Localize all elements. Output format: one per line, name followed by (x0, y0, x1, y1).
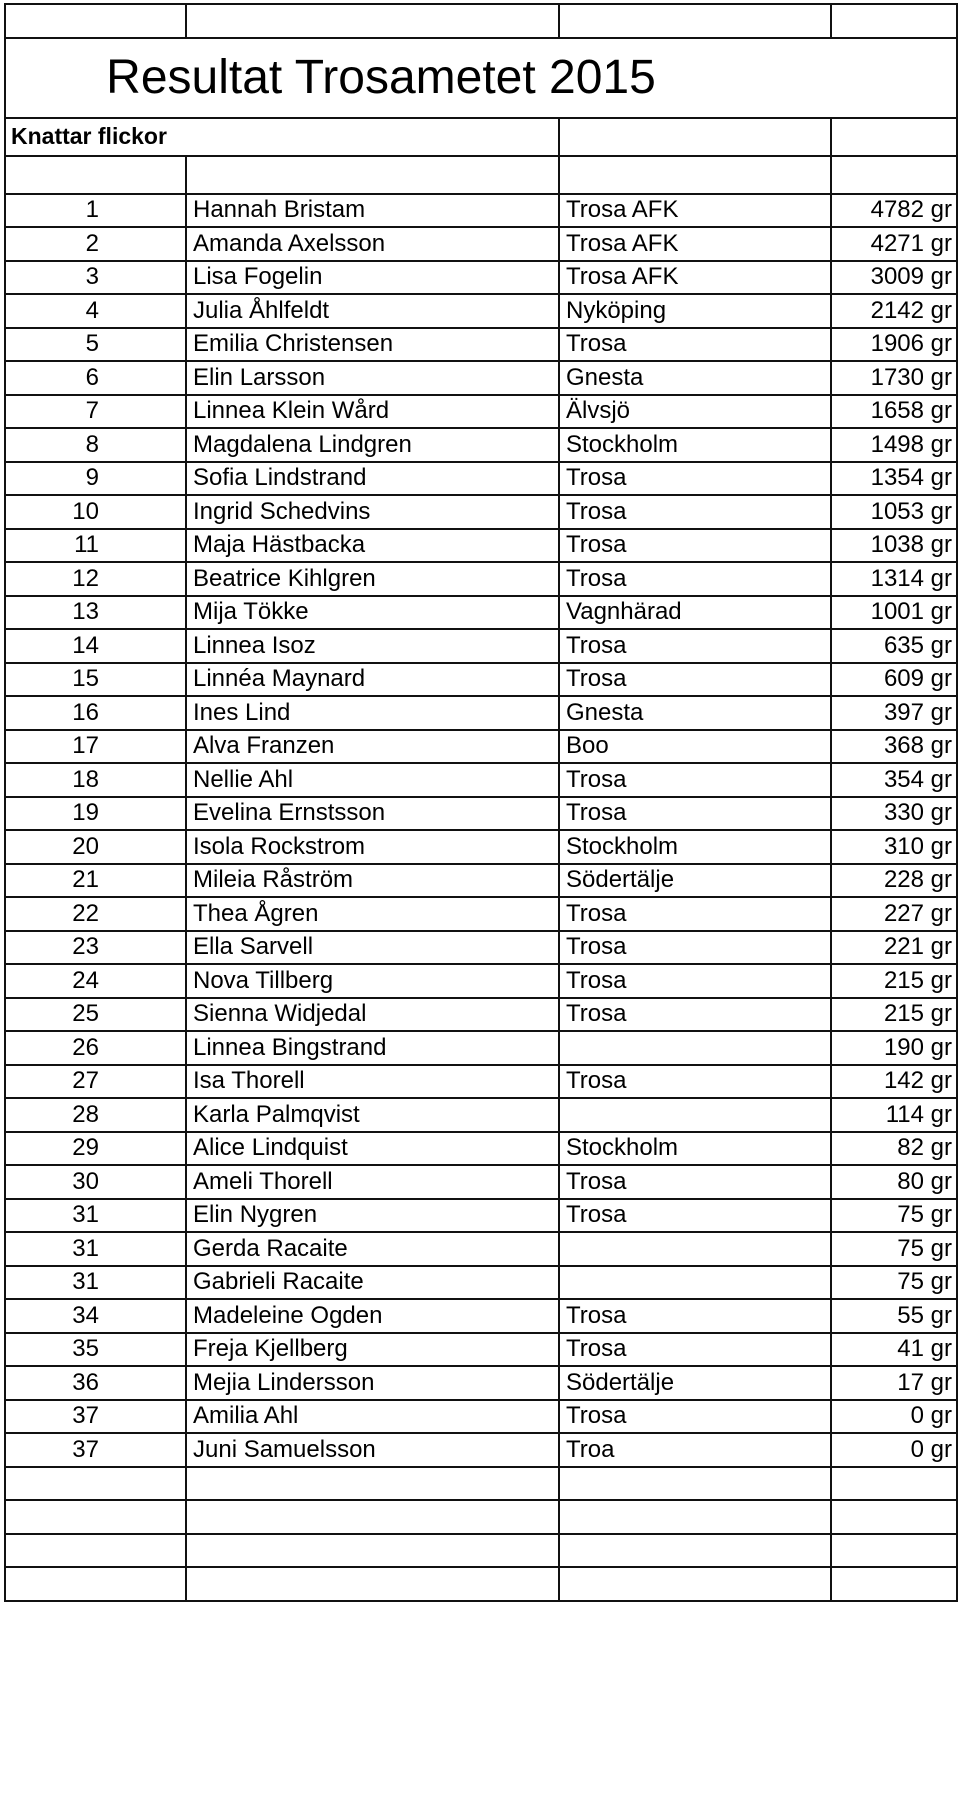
table-row (5, 964, 957, 998)
cell[interactable] (559, 1567, 831, 1601)
place-cell[interactable]: 20 (5, 830, 186, 864)
name-cell[interactable]: Elin Larsson (186, 361, 559, 395)
name-cell[interactable]: Gabrieli Racaite (186, 1266, 559, 1300)
place-cell[interactable]: 31 (5, 1199, 186, 1233)
table-row (5, 529, 957, 563)
weight-cell[interactable]: 2142 gr (831, 294, 957, 328)
name-cell[interactable]: Maja Hästbacka (186, 529, 559, 563)
name-cell[interactable]: Ella Sarvell (186, 931, 559, 965)
place-cell[interactable]: 10 (5, 495, 186, 529)
club-cell[interactable] (559, 1098, 831, 1132)
place-cell[interactable]: 13 (5, 596, 186, 630)
table-row (5, 1132, 957, 1166)
weight-cell[interactable]: 4782 gr (831, 194, 957, 228)
name-cell[interactable]: Nellie Ahl (186, 763, 559, 797)
table-row (5, 428, 957, 462)
club-cell[interactable]: Trosa (559, 629, 831, 663)
club-cell[interactable]: Trosa (559, 797, 831, 831)
weight-cell[interactable]: 635 gr (831, 629, 957, 663)
title-row (5, 38, 957, 118)
weight-cell[interactable]: 41 gr (831, 1333, 957, 1367)
place-cell[interactable]: 2 (5, 227, 186, 261)
club-cell[interactable]: Trosa (559, 931, 831, 965)
name-cell[interactable]: Nova Tillberg (186, 964, 559, 998)
title-cell[interactable] (5, 38, 957, 118)
cell[interactable] (831, 4, 957, 38)
club-cell[interactable]: Trosa (559, 328, 831, 362)
table-row (5, 1199, 957, 1233)
place-cell[interactable]: 26 (5, 1031, 186, 1065)
name-cell[interactable]: Linnea Isoz (186, 629, 559, 663)
name-cell[interactable]: Sienna Widjedal (186, 998, 559, 1032)
name-cell[interactable]: Linnea Bingstrand (186, 1031, 559, 1065)
cell[interactable] (186, 156, 559, 194)
weight-cell[interactable]: 142 gr (831, 1065, 957, 1099)
weight-cell[interactable]: 1314 gr (831, 562, 957, 596)
table-row (5, 730, 957, 764)
place-cell[interactable]: 36 (5, 1366, 186, 1400)
cell[interactable] (186, 1567, 559, 1601)
place-cell[interactable]: 31 (5, 1232, 186, 1266)
club-cell[interactable]: Trosa AFK (559, 194, 831, 228)
weight-cell[interactable]: 215 gr (831, 964, 957, 998)
place-cell[interactable]: 30 (5, 1165, 186, 1199)
club-cell[interactable]: Stockholm (559, 428, 831, 462)
section-cell[interactable] (5, 118, 559, 156)
club-cell[interactable]: Trosa (559, 1165, 831, 1199)
club-cell[interactable]: Troa (559, 1433, 831, 1467)
place-cell[interactable]: 25 (5, 998, 186, 1032)
place-cell[interactable]: 15 (5, 663, 186, 697)
place-cell[interactable]: 8 (5, 428, 186, 462)
name-cell[interactable]: Isa Thorell (186, 1065, 559, 1099)
weight-cell[interactable]: 330 gr (831, 797, 957, 831)
weight-cell[interactable]: 1053 gr (831, 495, 957, 529)
weight-cell[interactable]: 397 gr (831, 696, 957, 730)
table-row (5, 462, 957, 496)
cell[interactable] (559, 4, 831, 38)
cell[interactable] (186, 1500, 559, 1534)
table-row (5, 261, 957, 295)
table-row (5, 1266, 957, 1300)
club-cell[interactable] (559, 1031, 831, 1065)
table-row (5, 931, 957, 965)
table-row (5, 1065, 957, 1099)
table-row (5, 763, 957, 797)
table-row (5, 361, 957, 395)
place-cell[interactable]: 1 (5, 194, 186, 228)
weight-cell[interactable]: 310 gr (831, 830, 957, 864)
club-cell[interactable]: Södertälje (559, 864, 831, 898)
club-cell[interactable]: Trosa (559, 1065, 831, 1099)
club-cell[interactable]: Boo (559, 730, 831, 764)
place-cell[interactable]: 31 (5, 1266, 186, 1300)
club-cell[interactable] (559, 1232, 831, 1266)
table-row (5, 696, 957, 730)
table-row (5, 864, 957, 898)
club-cell[interactable]: Stockholm (559, 830, 831, 864)
table-row (5, 194, 957, 228)
weight-cell[interactable]: 609 gr (831, 663, 957, 697)
name-cell[interactable]: Linnéa Maynard (186, 663, 559, 697)
cell[interactable] (831, 1567, 957, 1601)
place-cell[interactable]: 23 (5, 931, 186, 965)
club-cell[interactable]: Trosa (559, 763, 831, 797)
name-cell[interactable]: Emilia Christensen (186, 328, 559, 362)
place-cell[interactable]: 37 (5, 1433, 186, 1467)
place-cell[interactable]: 4 (5, 294, 186, 328)
weight-cell[interactable]: 0 gr (831, 1400, 957, 1434)
table-row (5, 1333, 957, 1367)
table-row (5, 395, 957, 429)
place-cell[interactable]: 29 (5, 1132, 186, 1166)
weight-cell[interactable]: 3009 gr (831, 261, 957, 295)
weight-cell[interactable]: 82 gr (831, 1132, 957, 1166)
club-cell[interactable]: Gnesta (559, 361, 831, 395)
place-cell[interactable]: 19 (5, 797, 186, 831)
blank-row (5, 1467, 957, 1501)
place-cell[interactable]: 7 (5, 395, 186, 429)
weight-cell[interactable]: 368 gr (831, 730, 957, 764)
weight-cell[interactable]: 4271 gr (831, 227, 957, 261)
table-row (5, 797, 957, 831)
place-cell[interactable]: 35 (5, 1333, 186, 1367)
name-cell[interactable]: Amilia Ahl (186, 1400, 559, 1434)
place-cell[interactable]: 22 (5, 897, 186, 931)
weight-cell[interactable]: 1730 gr (831, 361, 957, 395)
club-cell[interactable]: Gnesta (559, 696, 831, 730)
table-row (5, 1098, 957, 1132)
name-cell[interactable]: Ines Lind (186, 696, 559, 730)
section-row (5, 118, 957, 156)
weight-cell[interactable]: 221 gr (831, 931, 957, 965)
place-cell[interactable]: 34 (5, 1299, 186, 1333)
weight-cell[interactable]: 1354 gr (831, 462, 957, 496)
cell[interactable] (559, 1534, 831, 1568)
cell[interactable] (831, 1534, 957, 1568)
name-cell[interactable]: Linnea Klein Wård (186, 395, 559, 429)
club-cell[interactable]: Trosa (559, 1299, 831, 1333)
table-row (5, 596, 957, 630)
table-row (5, 629, 957, 663)
page-title: Resultat Trosametet 2015 (106, 50, 656, 104)
weight-cell[interactable]: 75 gr (831, 1232, 957, 1266)
name-cell[interactable]: Ingrid Schedvins (186, 495, 559, 529)
cell[interactable] (186, 4, 559, 38)
table-row (5, 1366, 957, 1400)
club-cell[interactable]: Trosa (559, 964, 831, 998)
name-cell[interactable]: Beatrice Kihlgren (186, 562, 559, 596)
name-cell[interactable]: Isola Rockstrom (186, 830, 559, 864)
weight-cell[interactable]: 228 gr (831, 864, 957, 898)
blank-row (5, 1500, 957, 1534)
name-cell[interactable]: Juni Samuelsson (186, 1433, 559, 1467)
club-cell[interactable]: Vagnhärad (559, 596, 831, 630)
blank-row (5, 1567, 957, 1601)
weight-cell[interactable]: 17 gr (831, 1366, 957, 1400)
weight-cell[interactable]: 354 gr (831, 763, 957, 797)
cell[interactable] (5, 1500, 186, 1534)
name-cell[interactable]: Evelina Ernstsson (186, 797, 559, 831)
cell[interactable] (559, 156, 831, 194)
cell[interactable] (5, 1534, 186, 1568)
weight-cell[interactable]: 1001 gr (831, 596, 957, 630)
table-row (5, 998, 957, 1032)
name-cell[interactable]: Alva Franzen (186, 730, 559, 764)
name-cell[interactable]: Julia Åhlfeldt (186, 294, 559, 328)
place-cell[interactable]: 17 (5, 730, 186, 764)
name-cell[interactable]: Magdalena Lindgren (186, 428, 559, 462)
club-cell[interactable]: Trosa (559, 998, 831, 1032)
cell[interactable] (5, 156, 186, 194)
weight-cell[interactable]: 114 gr (831, 1098, 957, 1132)
weight-cell[interactable]: 80 gr (831, 1165, 957, 1199)
weight-cell[interactable]: 190 gr (831, 1031, 957, 1065)
name-cell[interactable]: Thea Ågren (186, 897, 559, 931)
place-cell[interactable]: 12 (5, 562, 186, 596)
place-cell[interactable]: 24 (5, 964, 186, 998)
table-row (5, 1031, 957, 1065)
table-row (5, 1400, 957, 1434)
club-cell[interactable]: Trosa (559, 529, 831, 563)
place-cell[interactable]: 16 (5, 696, 186, 730)
name-cell[interactable]: Elin Nygren (186, 1199, 559, 1233)
name-cell[interactable]: Lisa Fogelin (186, 261, 559, 295)
place-cell[interactable]: 5 (5, 328, 186, 362)
weight-cell[interactable]: 75 gr (831, 1266, 957, 1300)
table-row (5, 1165, 957, 1199)
place-cell[interactable]: 18 (5, 763, 186, 797)
table-row (5, 294, 957, 328)
weight-cell[interactable]: 1658 gr (831, 395, 957, 429)
club-cell[interactable]: Stockholm (559, 1132, 831, 1166)
weight-cell[interactable]: 215 gr (831, 998, 957, 1032)
name-cell[interactable]: Hannah Bristam (186, 194, 559, 228)
table-row (5, 328, 957, 362)
blank-row (5, 156, 957, 194)
cell[interactable] (5, 1567, 186, 1601)
club-cell[interactable]: Trosa (559, 562, 831, 596)
place-cell[interactable]: 21 (5, 864, 186, 898)
name-cell[interactable]: Mejia Lindersson (186, 1366, 559, 1400)
table-row (5, 830, 957, 864)
cell[interactable] (831, 1467, 957, 1501)
weight-cell[interactable]: 227 gr (831, 897, 957, 931)
club-cell[interactable]: Trosa (559, 663, 831, 697)
name-cell[interactable]: Ameli Thorell (186, 1165, 559, 1199)
weight-cell[interactable]: 55 gr (831, 1299, 957, 1333)
club-cell[interactable]: Trosa AFK (559, 261, 831, 295)
weight-cell[interactable]: 1498 gr (831, 428, 957, 462)
name-cell[interactable]: Alice Lindquist (186, 1132, 559, 1166)
cell[interactable] (186, 1467, 559, 1501)
table-row (5, 562, 957, 596)
table-row (5, 227, 957, 261)
place-cell[interactable]: 37 (5, 1400, 186, 1434)
place-cell[interactable]: 9 (5, 462, 186, 496)
cell[interactable] (559, 1500, 831, 1534)
name-cell[interactable]: Karla Palmqvist (186, 1098, 559, 1132)
blank-row (5, 4, 957, 38)
place-cell[interactable]: 27 (5, 1065, 186, 1099)
weight-cell[interactable]: 75 gr (831, 1199, 957, 1233)
name-cell[interactable]: Sofia Lindstrand (186, 462, 559, 496)
place-cell[interactable]: 6 (5, 361, 186, 395)
club-cell[interactable]: Södertälje (559, 1366, 831, 1400)
cell[interactable] (831, 1500, 957, 1534)
club-cell[interactable]: Trosa (559, 1199, 831, 1233)
cell[interactable] (186, 1534, 559, 1568)
cell[interactable] (5, 4, 186, 38)
table-row (5, 1232, 957, 1266)
name-cell[interactable]: Freja Kjellberg (186, 1333, 559, 1367)
weight-cell[interactable]: 0 gr (831, 1433, 957, 1467)
table-row (5, 495, 957, 529)
name-cell[interactable]: Gerda Racaite (186, 1232, 559, 1266)
results-body (5, 4, 957, 1601)
blank-row (5, 1534, 957, 1568)
club-cell[interactable]: Trosa (559, 1333, 831, 1367)
name-cell[interactable]: Mija Tökke (186, 596, 559, 630)
club-cell[interactable]: Nyköping (559, 294, 831, 328)
cell[interactable] (559, 118, 831, 156)
place-cell[interactable]: 14 (5, 629, 186, 663)
table-row (5, 1433, 957, 1467)
cell[interactable] (831, 156, 957, 194)
name-cell[interactable]: Mileia Råström (186, 864, 559, 898)
results-table (4, 3, 958, 1602)
place-cell[interactable]: 28 (5, 1098, 186, 1132)
club-cell[interactable]: Trosa (559, 897, 831, 931)
section-heading: Knattar flickor (11, 122, 167, 149)
club-cell[interactable] (559, 1266, 831, 1300)
name-cell[interactable]: Amanda Axelsson (186, 227, 559, 261)
place-cell[interactable]: 3 (5, 261, 186, 295)
cell[interactable] (831, 118, 957, 156)
club-cell[interactable]: Trosa (559, 495, 831, 529)
club-cell[interactable]: Trosa (559, 1400, 831, 1434)
table-row (5, 897, 957, 931)
club-cell[interactable]: Trosa AFK (559, 227, 831, 261)
place-cell[interactable]: 11 (5, 529, 186, 563)
table-row (5, 1299, 957, 1333)
club-cell[interactable]: Trosa (559, 462, 831, 496)
cell[interactable] (559, 1467, 831, 1501)
name-cell[interactable]: Madeleine Ogden (186, 1299, 559, 1333)
cell[interactable] (5, 1467, 186, 1501)
weight-cell[interactable]: 1906 gr (831, 328, 957, 362)
spreadsheet (4, 3, 956, 1795)
table-row (5, 663, 957, 697)
weight-cell[interactable]: 1038 gr (831, 529, 957, 563)
club-cell[interactable]: Älvsjö (559, 395, 831, 429)
